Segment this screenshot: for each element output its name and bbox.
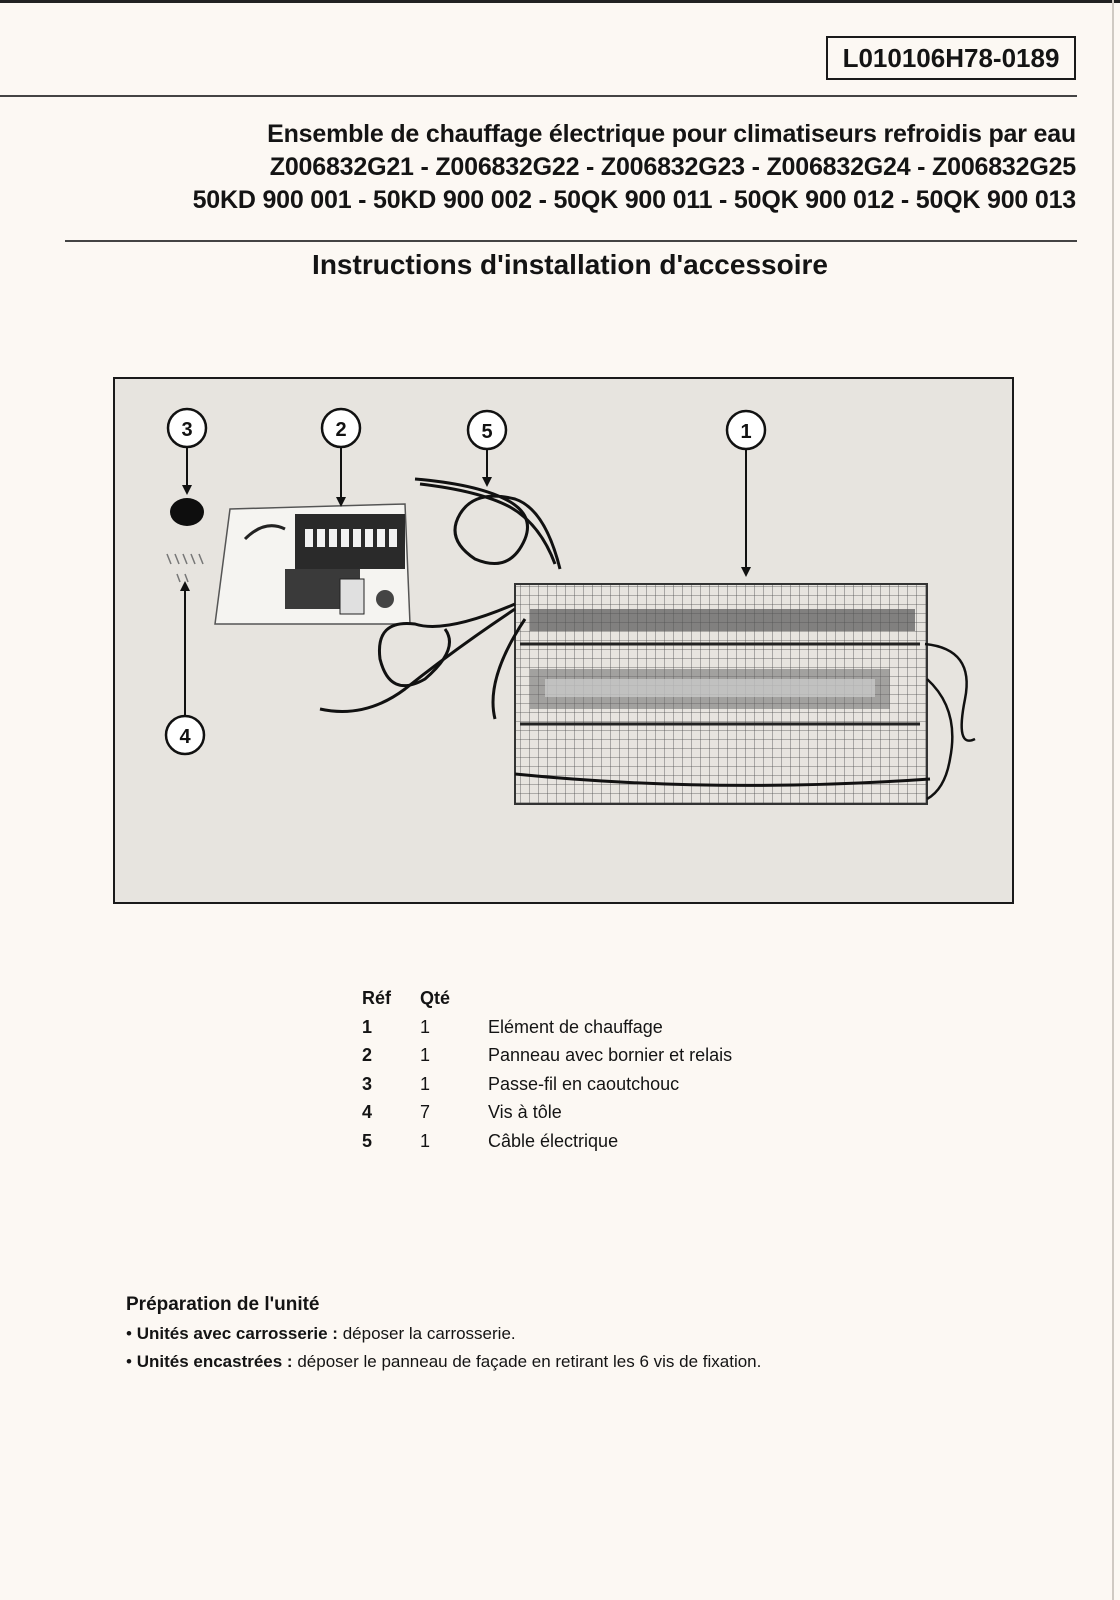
- ref-cell: 3: [362, 1073, 373, 1094]
- description-cell: Panneau avec bornier et relais: [488, 1045, 733, 1066]
- table-row: [362, 1070, 732, 1099]
- ref-cell: 1: [362, 1016, 373, 1037]
- page-subtitle: Instructions d'installation d'accessoire: [312, 249, 828, 280]
- heating-element: [515, 584, 975, 804]
- parts-photo: [113, 377, 1014, 904]
- ref-cell: 2: [362, 1045, 373, 1066]
- header-divider: [0, 95, 1077, 97]
- right-edge-line: [1112, 0, 1114, 1600]
- parts-header-row: [362, 983, 732, 1013]
- callout-2: 2: [335, 419, 347, 441]
- document-code: L010106H78-0189: [826, 36, 1076, 80]
- description-column-header: [488, 983, 732, 1013]
- callout-3: 3: [181, 419, 193, 441]
- title-divider: [65, 240, 1077, 242]
- top-border: [0, 0, 1120, 3]
- preparation-item-label: Unités encastrées :: [136, 1352, 293, 1371]
- table-row: [362, 1099, 732, 1128]
- description-cell: Passe-fil en caoutchouc: [488, 1073, 680, 1094]
- description-cell: Câble électrique: [488, 1130, 619, 1151]
- ref-column-header: Réf: [362, 987, 392, 1008]
- qty-column-header: Qté: [420, 987, 451, 1008]
- preparation-item-label: Unités avec carrosserie :: [136, 1324, 338, 1343]
- table-row: [362, 1013, 732, 1042]
- callout-1: 1: [740, 421, 752, 443]
- preparation-title: Préparation de l'unité: [126, 1294, 320, 1315]
- bullet: •: [126, 1352, 137, 1371]
- ref-cell: 4: [362, 1102, 373, 1123]
- preparation-item: [126, 1324, 1026, 1344]
- preparation-item-text: déposer le panneau de façade en retirant les 6 vis de fixation.: [297, 1352, 762, 1371]
- preparation-section: [126, 1294, 1026, 1380]
- qty-cell: 1: [420, 1130, 431, 1151]
- parts-list-table: [362, 983, 732, 1156]
- terminal-panel: [215, 504, 410, 624]
- ref-cell: 5: [362, 1130, 373, 1151]
- qty-cell: 1: [420, 1073, 431, 1094]
- qty-cell: 1: [420, 1016, 431, 1037]
- table-row: [362, 1127, 732, 1156]
- title-line-1: Ensemble de chauffage électrique pour climatiseurs refroidis par eau: [267, 120, 1076, 148]
- table-row: [362, 1042, 732, 1071]
- parts-illustration: [115, 379, 1012, 902]
- qty-cell: 1: [420, 1045, 431, 1066]
- rubber-grommet: [170, 498, 204, 526]
- qty-cell: 7: [420, 1102, 431, 1123]
- title-line-2: Z006832G21 - Z006832G22 - Z006832G23 - Z006832G24 - Z006832G25: [269, 153, 1076, 181]
- callout-5: 5: [481, 421, 493, 443]
- callout-4: 4: [179, 726, 191, 748]
- description-cell: Elément de chauffage: [488, 1016, 663, 1037]
- preparation-item-text: déposer la carrosserie.: [342, 1324, 516, 1343]
- bullet: •: [126, 1324, 137, 1343]
- description-cell: Vis à tôle: [488, 1102, 562, 1123]
- title-line-3: 50KD 900 001 - 50KD 900 002 - 50QK 900 011 - 50QK 900 012 - 50QK 900 013: [192, 186, 1076, 214]
- document-title: [76, 118, 1076, 217]
- preparation-item: [126, 1352, 1026, 1372]
